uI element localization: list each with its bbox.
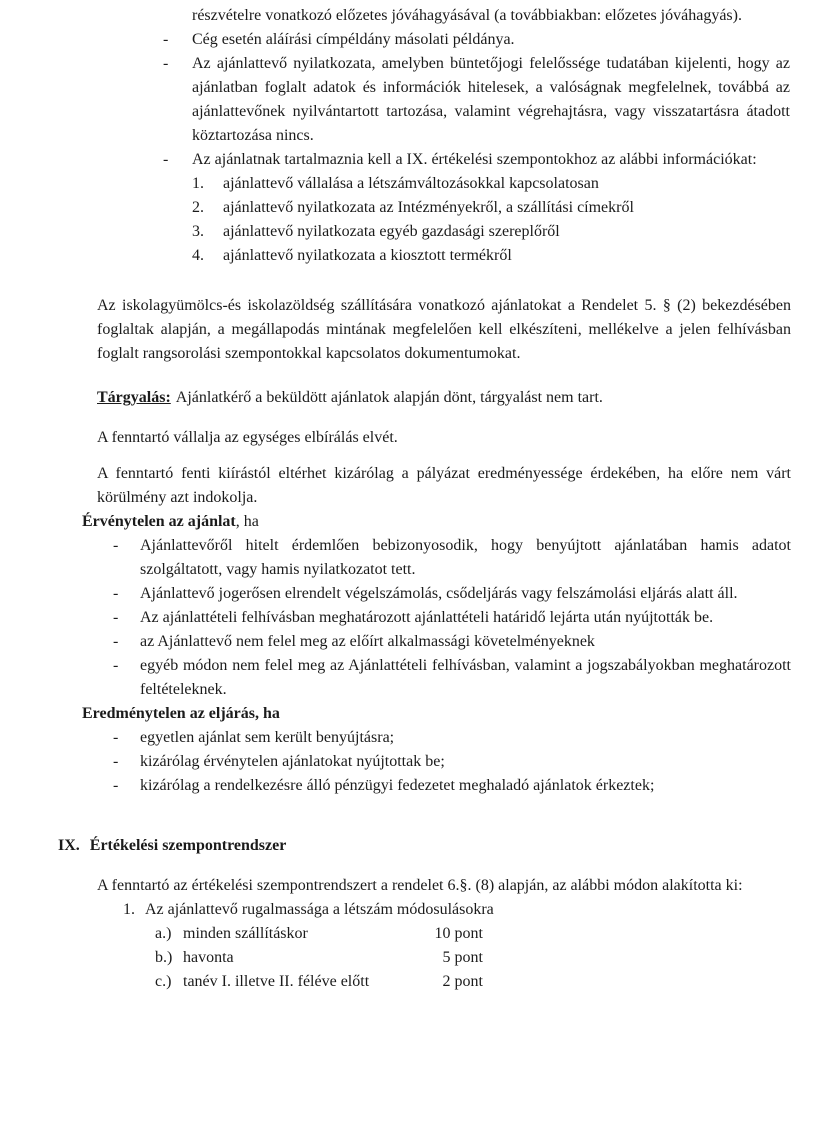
dash-bullet: - (113, 729, 119, 746)
list-item-text: egyéb módon nem felel meg az Ajánlattételi felhívásban, valamint a jogszabályokban meghatározott feltételeknek. (140, 657, 791, 698)
paragraph-elbiralas: A fenntartó vállalja az egységes elbírálás elvét. (97, 429, 398, 446)
dash-bullet: - (113, 609, 119, 626)
criterion-option (155, 922, 833, 946)
heading-eredmenytelen: Eredménytelen az eljárás, ha (82, 705, 280, 722)
list-item-text: az Ajánlattevő nem felel meg az előírt alkalmassági követelményeknek (140, 633, 595, 650)
list-item (113, 582, 791, 606)
option-points: 2 pont (442, 973, 483, 990)
number-marker: 1. (123, 901, 135, 918)
dash-bullet: - (163, 31, 169, 48)
list-item-text: Ajánlattevő jogerősen elrendelt végelszámolás, csődeljárás vagy felszámolási eljárás alatt áll. (140, 585, 738, 602)
option-points: 10 pont (434, 925, 483, 942)
targyalas-text: Ajánlatkérő a beküldött ajánlatok alapján dönt, tárgyalást nem tart. (175, 389, 603, 406)
criterion-option (155, 946, 833, 970)
numbered-item (192, 196, 790, 220)
paragraph-continuation: részvételre vonatkozó előzetes jóváhagyásával (a továbbiakban: előzetes jóváhagyás). (192, 7, 742, 24)
criterion-item (123, 898, 833, 922)
option-label: havonta (183, 949, 234, 966)
list-item (113, 630, 791, 654)
criterion-option (155, 970, 833, 994)
list-item-text: Ajánlattevőről hitelt érdemlően bebizonyosodik, hogy benyújtott ajánlatában hamis adatot szolgáltatott, vagy hamis nyilatkozatot tett. (140, 537, 791, 578)
dash-bullet: - (113, 537, 119, 554)
list-item-text: kizárólag a rendelkezésre álló pénzügyi fedezetet meghaladó ajánlatok érkeztek; (140, 777, 655, 794)
numbered-item-text: ajánlattevő nyilatkozata egyéb gazdasági szereplőről (223, 223, 560, 240)
list-item (113, 726, 791, 750)
heading-ervenytelen-rest: , ha (235, 513, 259, 530)
list-item (113, 774, 791, 798)
dash-bullet: - (163, 151, 169, 168)
list-item (113, 534, 791, 582)
numbered-item (192, 220, 790, 244)
list-item-text: Az ajánlattevő nyilatkozata, amelyben büntetőjogi felelőssége tudatában kijelenti, hogy az ajánlatban foglalt adatok és információk hitelesek, a valóságnak megfelelnek, továbbá az ajánlattevőnek nyilvántartott tartozása, valamint végrehajtásra, vagy visszatartásra átadott köztartozása nincs. (192, 55, 790, 144)
number-marker: 1. (192, 175, 204, 192)
list-item (113, 606, 791, 630)
option-points: 5 pont (442, 949, 483, 966)
list-item-text: kizárólag érvénytelen ajánlatokat nyújtottak be; (140, 753, 445, 770)
numbered-item-text: ajánlattevő nyilatkozata a kiosztott termékről (223, 247, 512, 264)
dash-bullet: - (113, 753, 119, 770)
dash-bullet: - (163, 55, 169, 72)
numbered-item (192, 172, 790, 196)
numbered-item (192, 244, 790, 268)
paragraph-targyalas (97, 386, 791, 410)
list-item (113, 654, 791, 702)
section-ix-number: IX. (58, 837, 80, 854)
list-item-text: Az ajánlatnak tartalmaznia kell a IX. értékelési szempontokhoz az alábbi információkat: (192, 151, 757, 168)
option-marker: c.) (155, 973, 172, 990)
option-label: minden szállításkor (183, 925, 308, 942)
dash-bullet: - (113, 657, 119, 674)
list-item-text: Az ajánlattételi felhívásban meghatározott ajánlattételi határidő lejárta után nyújtották be. (140, 609, 714, 626)
list-item (113, 750, 791, 774)
paragraph-rendelet: Az iskolagyümölcs-és iskolazöldség szállítására vonatkozó ajánlatokat a Rendelet 5. § (2) bekezdésében foglaltak alapján, a megállapodás mintának megfelelően kell elkészíteni, mellékelve a jelen felhívásban foglalt rangsorolási szempontokkal kapcsolatos dokumentumokat. (97, 297, 791, 362)
heading-ervenytelen (82, 510, 833, 534)
list-item-text: egyetlen ajánlat sem került benyújtásra; (140, 729, 395, 746)
list-item-text: Cég esetén aláírási címpéldány másolati példánya. (192, 31, 515, 48)
dash-bullet: - (113, 633, 119, 650)
heading-ervenytelen-bold: Érvénytelen az ajánlat (82, 513, 236, 530)
number-marker: 4. (192, 247, 204, 264)
number-marker: 2. (192, 199, 204, 216)
list-item (163, 28, 790, 52)
number-marker: 3. (192, 223, 204, 240)
targyalas-label: Tárgyalás: (97, 389, 171, 406)
numbered-item-text: ajánlattevő vállalása a létszámváltozásokkal kapcsolatosan (223, 175, 599, 192)
option-marker: b.) (155, 949, 173, 966)
paragraph-ix-intro: A fenntartó az értékelési szempontrendszert a rendelet 6.§. (8) alapján, az alábbi módon alakította ki: (97, 877, 743, 894)
numbered-item-text: ajánlattevő nyilatkozata az Intézményekről, a szállítási címekről (223, 199, 634, 216)
section-ix-heading (58, 834, 833, 858)
option-label: tanév I. illetve II. féléve előtt (183, 973, 370, 990)
paragraph-kiiras: A fenntartó fenti kiírástól eltérhet kizárólag a pályázat eredményessége érdekében, ha előre nem várt körülmény azt indokolja. (97, 465, 791, 506)
criterion-text: Az ajánlattevő rugalmassága a létszám módosulásokra (145, 901, 494, 918)
section-ix-title: Értékelési szempontrendszer (89, 837, 287, 854)
option-marker: a.) (155, 925, 172, 942)
document-body (0, 4, 833, 994)
dash-bullet: - (113, 777, 119, 794)
dash-bullet: - (113, 585, 119, 602)
list-item (163, 52, 790, 148)
list-item (163, 148, 790, 172)
